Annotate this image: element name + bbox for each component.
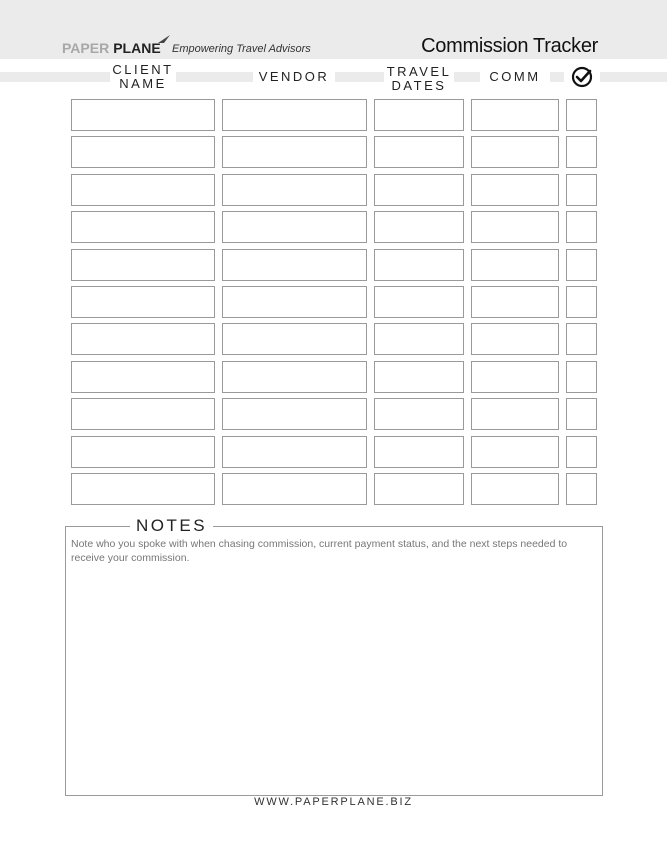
cell-vendor[interactable] [222, 99, 367, 131]
cell-check[interactable] [566, 361, 597, 393]
tagline: Empowering Travel Advisors [172, 43, 311, 55]
cell-comm[interactable] [471, 136, 559, 168]
logo-paper-text: PAPER [62, 40, 110, 56]
notes-box[interactable] [65, 526, 603, 796]
cell-travel-dates[interactable] [374, 286, 464, 318]
column-header-vendor: VENDOR [253, 70, 335, 84]
cell-vendor[interactable] [222, 361, 367, 393]
notes-title: NOTES [130, 516, 213, 536]
check-circle-icon [571, 66, 593, 88]
cell-travel-dates[interactable] [374, 323, 464, 355]
cell-travel-dates[interactable] [374, 99, 464, 131]
cell-client-name[interactable] [71, 473, 215, 505]
cell-client-name[interactable] [71, 436, 215, 468]
cell-client-name[interactable] [71, 99, 215, 131]
cell-vendor[interactable] [222, 323, 367, 355]
cell-client-name[interactable] [71, 136, 215, 168]
cell-check[interactable] [566, 174, 597, 206]
cell-comm[interactable] [471, 249, 559, 281]
cell-comm[interactable] [471, 436, 559, 468]
cell-travel-dates[interactable] [374, 361, 464, 393]
cell-comm[interactable] [471, 323, 559, 355]
cell-check[interactable] [566, 286, 597, 318]
cell-client-name[interactable] [71, 286, 215, 318]
cell-check[interactable] [566, 398, 597, 430]
cell-check[interactable] [566, 136, 597, 168]
cell-check[interactable] [566, 211, 597, 243]
cell-client-name[interactable] [71, 174, 215, 206]
cell-travel-dates[interactable] [374, 174, 464, 206]
cell-check[interactable] [566, 99, 597, 131]
cell-vendor[interactable] [222, 211, 367, 243]
column-header-client-name: CLIENT NAME [110, 63, 176, 91]
page-title: Commission Tracker [421, 35, 598, 57]
cell-check[interactable] [566, 323, 597, 355]
cell-client-name[interactable] [71, 361, 215, 393]
cell-client-name[interactable] [71, 249, 215, 281]
cell-comm[interactable] [471, 286, 559, 318]
cell-comm[interactable] [471, 99, 559, 131]
cell-travel-dates[interactable] [374, 473, 464, 505]
cell-check[interactable] [566, 436, 597, 468]
cell-vendor[interactable] [222, 398, 367, 430]
logo [62, 40, 161, 58]
cell-travel-dates[interactable] [374, 436, 464, 468]
cell-check[interactable] [566, 249, 597, 281]
cell-client-name[interactable] [71, 211, 215, 243]
cell-travel-dates[interactable] [374, 211, 464, 243]
cell-vendor[interactable] [222, 174, 367, 206]
cell-travel-dates[interactable] [374, 398, 464, 430]
cell-comm[interactable] [471, 398, 559, 430]
cell-client-name[interactable] [71, 398, 215, 430]
cell-comm[interactable] [471, 473, 559, 505]
cell-vendor[interactable] [222, 286, 367, 318]
column-header-travel-dates: TRAVEL DATES [384, 65, 454, 93]
notes-instructions: Note who you spoke with when chasing commission, current payment status, and the next steps needed to receive your commission. [71, 538, 568, 564]
cell-travel-dates[interactable] [374, 249, 464, 281]
paper-plane-icon [158, 35, 170, 43]
column-header-check [564, 64, 600, 90]
footer-website: WWW.PAPERPLANE.BIZ [254, 796, 413, 808]
column-header-comm: COMM [480, 70, 550, 84]
cell-client-name[interactable] [71, 323, 215, 355]
cell-travel-dates[interactable] [374, 136, 464, 168]
cell-comm[interactable] [471, 174, 559, 206]
logo-plane-text: PLANE [113, 40, 161, 56]
cell-check[interactable] [566, 473, 597, 505]
cell-vendor[interactable] [222, 249, 367, 281]
cell-vendor[interactable] [222, 136, 367, 168]
cell-comm[interactable] [471, 361, 559, 393]
cell-comm[interactable] [471, 211, 559, 243]
cell-vendor[interactable] [222, 436, 367, 468]
cell-vendor[interactable] [222, 473, 367, 505]
